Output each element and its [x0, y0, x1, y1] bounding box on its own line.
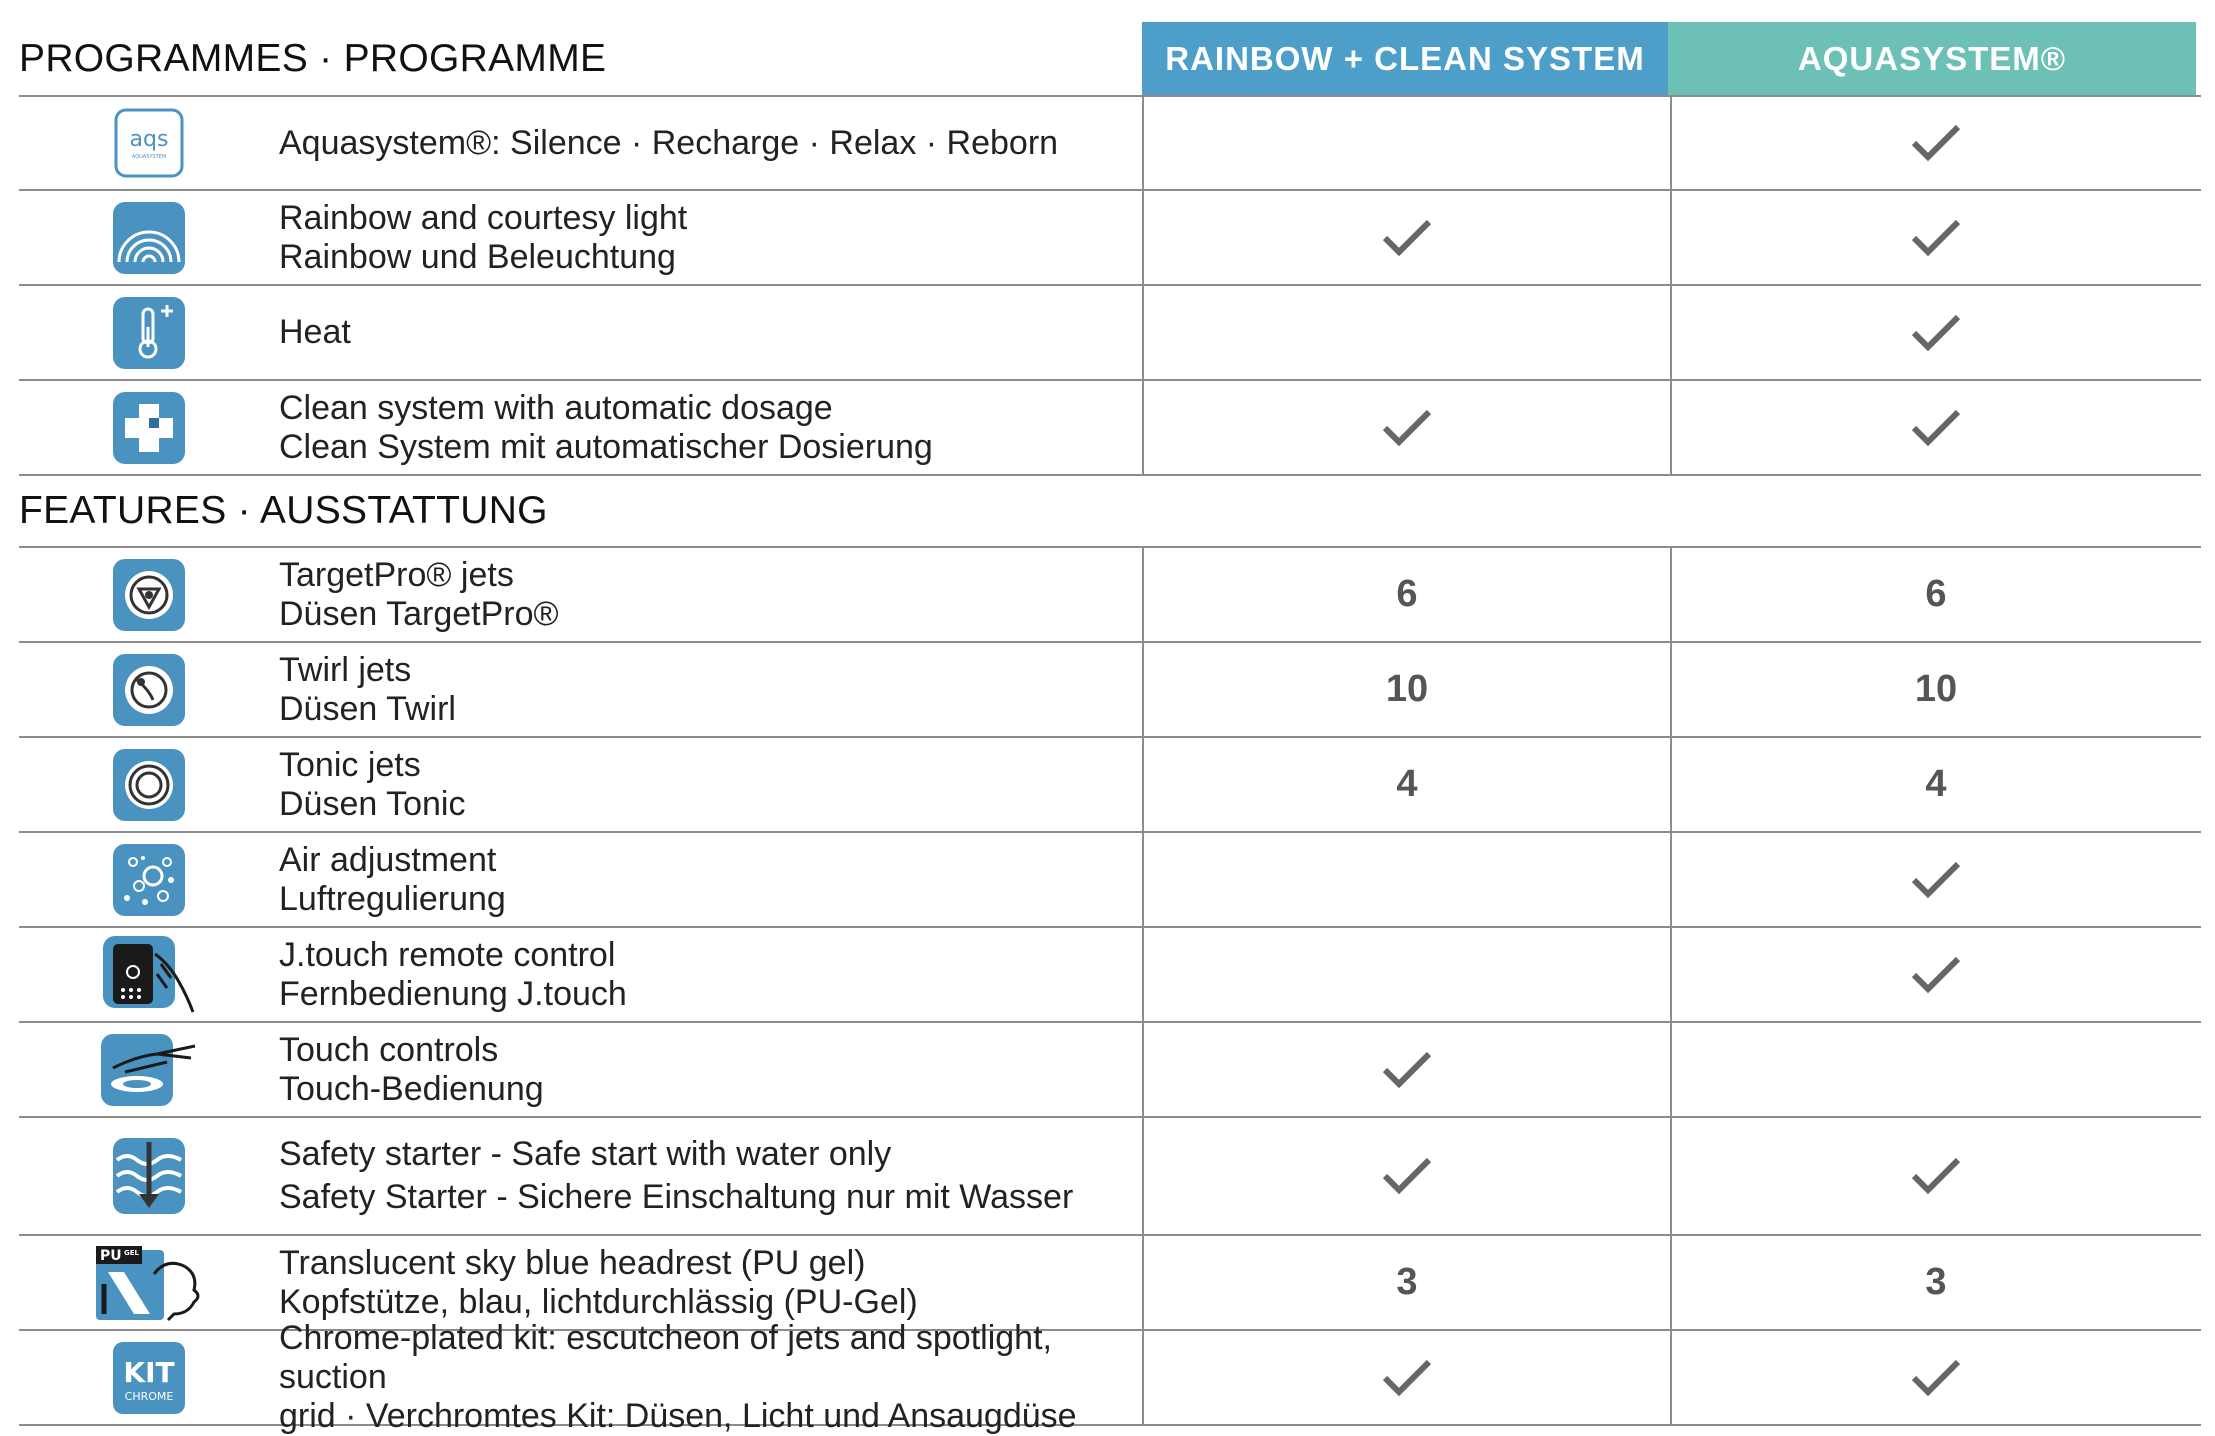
clean-cross-icon — [19, 392, 279, 464]
air-bubbles-icon — [19, 844, 279, 916]
safety-starter-water-icon — [19, 1136, 279, 1216]
twirl-jet-icon — [19, 654, 279, 726]
feature-label: Touch controls — [279, 1030, 499, 1069]
feature-label-de: Touch-Bedienung — [279, 1069, 544, 1108]
svg-text:AQUASYSTEM: AQUASYSTEM — [131, 154, 167, 160]
svg-text:PU: PU — [100, 1247, 122, 1264]
check-icon — [1381, 218, 1433, 258]
rainbow-clean-value — [1142, 1023, 1670, 1116]
check-icon — [1381, 408, 1433, 448]
table-header — [19, 22, 2201, 97]
jet-count: 4 — [1925, 763, 1947, 805]
feature-label: Rainbow and courtesy light — [279, 198, 688, 237]
aqs-logo-icon — [19, 108, 279, 178]
feature-label-de: Safety Starter - Sichere Einschaltung nur mit Wasser — [279, 1178, 1074, 1216]
check-icon — [1910, 218, 1962, 258]
feature-label: Heat — [279, 313, 351, 351]
jet-count: 6 — [1396, 573, 1418, 615]
aquasystem-value — [1670, 1331, 2200, 1424]
rainbow-clean-value — [1142, 1236, 1670, 1329]
feature-label-de: Düsen Tonic — [279, 784, 466, 823]
touch-control-hand-icon — [19, 1032, 279, 1108]
feature-label-de: Rainbow und Beleuchtung — [279, 237, 676, 276]
jet-count: 10 — [1385, 668, 1429, 710]
rainbow-light-icon — [19, 202, 279, 274]
aquasystem-value — [1670, 1118, 2200, 1234]
svg-text:CHROME: CHROME — [124, 1389, 174, 1403]
rainbow-clean-value — [1142, 928, 1670, 1021]
table-row — [19, 191, 2201, 286]
feature-label-de: Düsen TargetPro® — [279, 594, 559, 633]
rainbow-clean-value — [1142, 191, 1670, 284]
table-row — [19, 1118, 2201, 1236]
feature-label: Translucent sky blue headrest (PU gel) — [279, 1243, 866, 1282]
check-icon — [1381, 1156, 1433, 1196]
aquasystem-value — [1670, 643, 2200, 736]
jet-count: 10 — [1914, 668, 1958, 710]
svg-text:aqs: aqs — [129, 127, 169, 152]
aquasystem-value — [1670, 381, 2200, 474]
feature-label-de: Fernbedienung J.touch — [279, 974, 627, 1013]
kit-chrome-icon — [19, 1342, 279, 1414]
feature-label: Twirl jets — [279, 650, 412, 689]
svg-text:GEL: GEL — [124, 1248, 139, 1257]
headrest-count: 3 — [1396, 1261, 1418, 1303]
thermometer-plus-icon — [19, 297, 279, 369]
check-icon — [1381, 1050, 1433, 1090]
remote-control-hand-icon — [19, 934, 279, 1016]
rainbow-clean-value — [1142, 97, 1670, 189]
rainbow-clean-value — [1142, 1118, 1670, 1234]
jet-count: 6 — [1925, 573, 1947, 615]
table-row — [19, 928, 2201, 1023]
headrest-count: 3 — [1925, 1261, 1947, 1303]
column-header-aquasystem: AQUASYSTEM® — [1668, 22, 2196, 95]
feature-label: Aquasystem®: Silence · Recharge · Relax · Reborn — [279, 123, 1059, 162]
check-icon — [1910, 408, 1962, 448]
features-section-header — [19, 476, 2201, 548]
feature-label: Tonic jets — [279, 745, 421, 784]
feature-label-de: Luftregulierung — [279, 879, 506, 918]
feature-label: Air adjustment — [279, 840, 497, 879]
rainbow-clean-value — [1142, 381, 1670, 474]
feature-label: J.touch remote control — [279, 935, 616, 974]
table-row — [19, 1023, 2201, 1118]
table-row — [19, 381, 2201, 476]
feature-label-de: Kopfstütze, blau, lichtdurchlässig (PU-Gel) — [279, 1282, 918, 1321]
rainbow-clean-value — [1142, 643, 1670, 736]
aquasystem-value — [1670, 286, 2200, 379]
aquasystem-value — [1670, 1236, 2200, 1329]
check-icon — [1910, 860, 1962, 900]
rainbow-clean-value — [1142, 738, 1670, 831]
feature-label: Safety starter - Safe start with water only — [279, 1135, 892, 1173]
check-icon — [1910, 1156, 1962, 1196]
features-title: FEATURES · AUSSTATTUNG — [19, 489, 548, 532]
check-icon — [1910, 313, 1962, 353]
aquasystem-value — [1670, 548, 2200, 641]
feature-label-de: grid · Verchromtes Kit: Düsen, Licht und Ansaugdüse — [279, 1397, 1077, 1435]
feature-label: Chrome-plated kit: escutcheon of jets and spotlight, suction — [279, 1319, 1052, 1396]
rainbow-clean-value — [1142, 286, 1670, 379]
table-row — [19, 1236, 2201, 1331]
check-icon — [1910, 955, 1962, 995]
feature-label: TargetPro® jets — [279, 555, 514, 594]
aquasystem-value — [1670, 833, 2200, 926]
check-icon — [1381, 1358, 1433, 1398]
table-row — [19, 97, 2201, 191]
tonic-jet-icon — [19, 749, 279, 821]
table-row — [19, 738, 2201, 833]
aquasystem-value — [1670, 928, 2200, 1021]
aquasystem-value — [1670, 191, 2200, 284]
pu-gel-headrest-icon — [19, 1244, 279, 1322]
targetpro-jet-icon — [19, 559, 279, 631]
jet-count: 4 — [1396, 763, 1418, 805]
comparison-table — [19, 22, 2201, 1435]
feature-label-de: Düsen Twirl — [279, 689, 456, 728]
aquasystem-value — [1670, 1023, 2200, 1116]
svg-text:KIT: KIT — [123, 1355, 175, 1389]
feature-label: Clean system with automatic dosage — [279, 388, 833, 427]
table-row — [19, 286, 2201, 381]
table-row — [19, 833, 2201, 928]
rainbow-clean-value — [1142, 1331, 1670, 1424]
rainbow-clean-value — [1142, 833, 1670, 926]
aquasystem-value — [1670, 97, 2200, 189]
rainbow-clean-value — [1142, 548, 1670, 641]
column-header-rainbow-clean: RAINBOW + CLEAN SYSTEM — [1142, 22, 1668, 95]
table-row — [19, 643, 2201, 738]
aquasystem-value — [1670, 738, 2200, 831]
feature-label-de: Clean System mit automatischer Dosierung — [279, 427, 933, 466]
table-row — [19, 1319, 2201, 1435]
check-icon — [1910, 1358, 1962, 1398]
check-icon — [1910, 123, 1962, 163]
programmes-title: PROGRAMMES · PROGRAMME — [19, 36, 607, 80]
table-row — [19, 548, 2201, 643]
